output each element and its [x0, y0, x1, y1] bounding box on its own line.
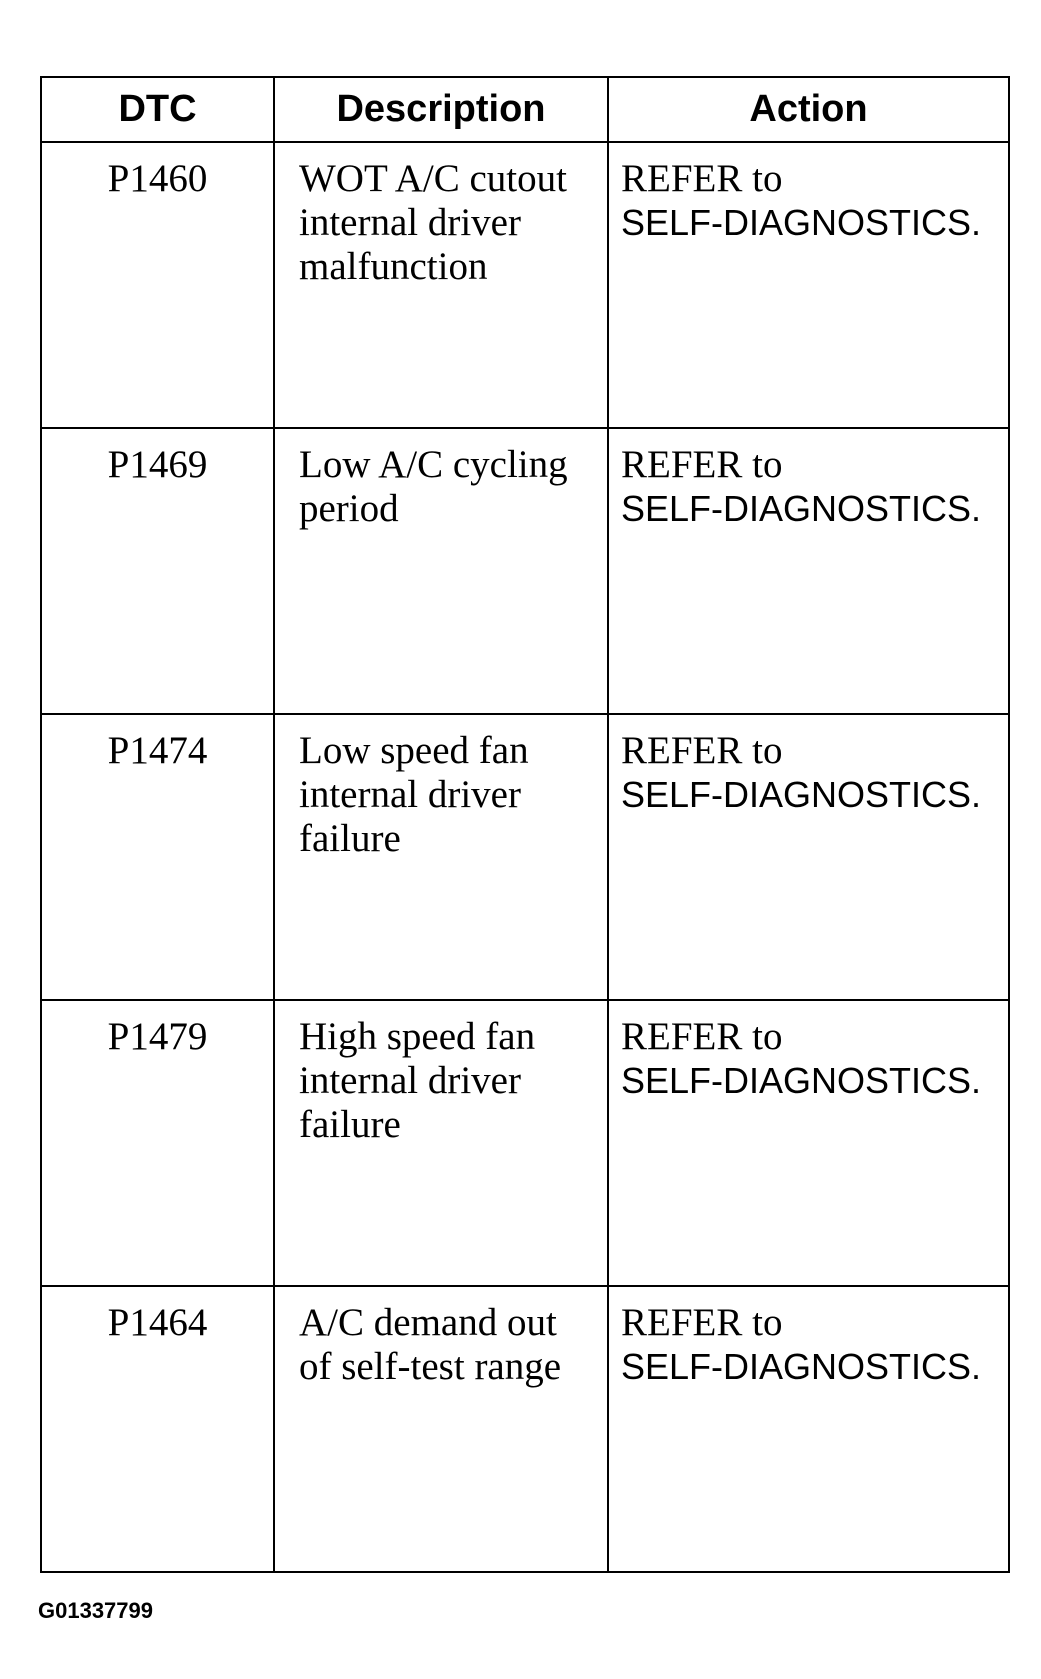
action-target-text: SELF-DIAGNOSTICS. [621, 1060, 982, 1101]
dtc-table [40, 76, 1010, 1573]
table-row [41, 1000, 1009, 1286]
table-header-row [41, 77, 1009, 142]
action-target-text: SELF-DIAGNOSTICS. [621, 488, 982, 529]
action-target-text: SELF-DIAGNOSTICS. [621, 202, 982, 243]
action-target-text: SELF-DIAGNOSTICS. [621, 774, 982, 815]
dtc-action [608, 142, 1009, 428]
dtc-action [608, 428, 1009, 714]
dtc-code: P1474 [41, 714, 274, 1000]
dtc-code: P1464 [41, 1286, 274, 1572]
table-row [41, 714, 1009, 1000]
action-refer-text: REFER to [621, 443, 783, 486]
dtc-action [608, 1286, 1009, 1572]
figure-id: G01337799 [38, 1598, 153, 1623]
dtc-description: WOT A/C cutout internal driver malfunction [274, 142, 608, 428]
table-row [41, 142, 1009, 428]
dtc-description: Low speed fan internal driver failure [274, 714, 608, 1000]
dtc-description: A/C demand out of self-test range [274, 1286, 608, 1572]
action-refer-text: REFER to [621, 1015, 783, 1058]
action-target-text: SELF-DIAGNOSTICS. [621, 1346, 982, 1387]
action-refer-text: REFER to [621, 157, 783, 200]
header-description: Description [274, 77, 608, 142]
dtc-description: Low A/C cycling period [274, 428, 608, 714]
action-refer-text: REFER to [621, 729, 783, 772]
dtc-action [608, 1000, 1009, 1286]
table-row [41, 1286, 1009, 1572]
header-action: Action [608, 77, 1009, 142]
dtc-action [608, 714, 1009, 1000]
dtc-description: High speed fan internal driver failure [274, 1000, 608, 1286]
dtc-code: P1479 [41, 1000, 274, 1286]
dtc-code: P1469 [41, 428, 274, 714]
action-refer-text: REFER to [621, 1301, 783, 1344]
header-dtc: DTC [41, 77, 274, 142]
dtc-code: P1460 [41, 142, 274, 428]
table-row [41, 428, 1009, 714]
